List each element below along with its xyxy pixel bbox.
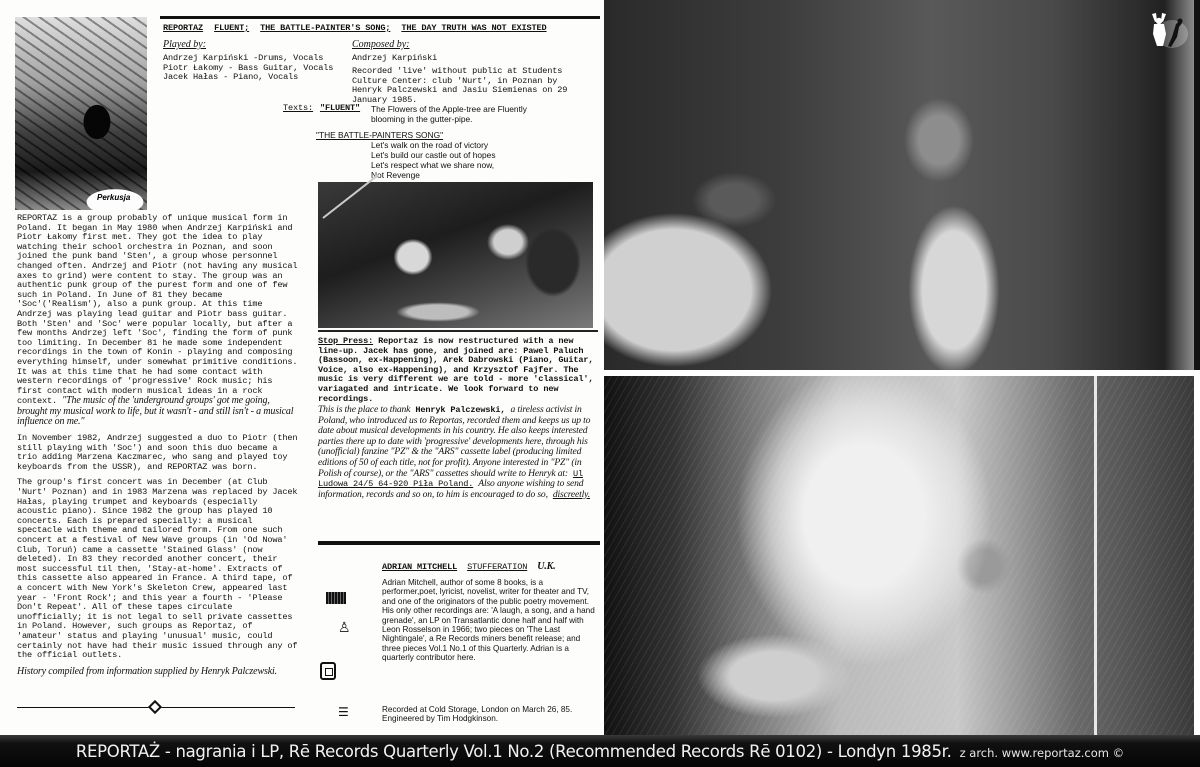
adrian-recording: Recorded at Cold Storage, London on March 26, 85. Engineered by Tim Hodgkinson. xyxy=(382,705,573,724)
thanks-last: discreetly. xyxy=(552,488,590,500)
band-member-photo xyxy=(604,0,1200,370)
quote: "The music of the 'underground groups' got me going, brought my musical work to life, but it wasn't - and still isn't - a musical influence on me." xyxy=(17,395,294,428)
photo-post xyxy=(1094,376,1097,736)
drum-label: Perkusja xyxy=(97,193,131,202)
caption-title: REPORTAŻ - nagrania i LP, Rē Records Quarterly Vol.1 No.2 (Recommended Records Rē 0102) - Londyn 1985r. xyxy=(75,741,952,761)
fluent-lyrics xyxy=(371,104,596,124)
members-list xyxy=(163,54,333,83)
lyric-line: blooming in the gutter-pipe. xyxy=(371,114,473,124)
caption-source: z arch. www.reportaz.com © xyxy=(959,745,1125,760)
played-by-heading: Played by: xyxy=(163,39,207,50)
thanks-paragraph xyxy=(318,405,598,500)
top-rule xyxy=(160,16,600,19)
member: Jacek Hałas - Piano, Vocals xyxy=(163,72,299,83)
country: U.K. xyxy=(537,561,556,572)
battle-song-title: "THE BATTLE-PAINTERS SONG" xyxy=(316,130,444,140)
band-live-photo xyxy=(318,182,593,328)
standing-figure-icon: ♙ xyxy=(338,620,351,636)
texts-label: Texts: xyxy=(283,103,314,113)
adrian-title xyxy=(382,562,556,573)
composed-by-heading: Composed by: xyxy=(352,39,410,50)
adrian-bio: Adrian Mitchell, author of some 8 books, is a performer,poet, lyricist, novelist, writer for theater and TV, and one of the originators of the public poetry movement. His only other recordings are: 'A laugh, a song, and a hand grenade', an LP on Transatlantic done half and half with Leon Rosselson in 1966; two pieces on 'The Last Nightingale', a Re Records miners benefit release; and three pieces Vol.1 No.1 of this Quarterly. Adrian is a quarterly contributor here. xyxy=(382,578,595,663)
history-credit: History compiled from information supplied by Henryk Palczewski. xyxy=(17,665,277,677)
thanks-lead: This is the place to thank xyxy=(318,404,411,415)
history-paragraph: The group's first concert was in December (at Club 'Nurt' Poznan) and in 1983 Marzena was replaced by Jacek Hałas, playing trumpet and keyboards (especially acoustic piano). Since 1982 the group has played 10 concerts. Each is prepared specially: a musical spectacle with theme and tailored form. From one such concert at a festival of New Wave groups (in 'Od Nowa' Club, Toruń) came a cassette 'Stained Glass' (now deleted). In 83 they recorded another concert, their most successful til then, 'Stay-at-home'. Extracts of this cassette also appeared in France. A third tape, of a concert with New York's Skeleton Crew, appeared last year - 'Front Rock'; and this year a fourth - 'Please Don't Repeat'. All of these tapes circulate unofficially; it is not legal to sell private cassettes in Poland. However, such groups as Reportaz, of 'amateur' status and playing 'unusual' music, could certainly not have had their music issued through any of the official outlets. xyxy=(17,477,298,661)
drummer-photo xyxy=(15,17,147,210)
fluent-title: "FLUENT" xyxy=(320,103,361,113)
stamp-icon xyxy=(326,592,346,604)
track-name: STUFFERATION xyxy=(467,562,528,572)
photo-rule xyxy=(318,330,598,332)
thanks-name: Henryk Palczewski, xyxy=(415,405,506,415)
thanks-tail: Also anyone wishing to send information, records and so on, to him is encouraged to do so, xyxy=(318,478,584,500)
band-name: REPORTAZ xyxy=(163,23,204,33)
member: Piotr Łakomy - Bass Guitar, Vocals xyxy=(163,62,334,73)
article-title xyxy=(163,24,553,34)
drum-kit-photo xyxy=(604,376,1194,736)
track-title: THE DAY TRUTH WAS NOT EXISTED xyxy=(401,23,547,33)
recording-info: Recorded 'live' without public at Students Culture Center: club 'Nurt', in Poznan by Henryk Palczewski and Jasiu Siemienas on 29 January 1985. xyxy=(352,66,568,105)
track-title: FLUENT; xyxy=(214,23,250,33)
lyric-line: Let's walk on the road of victory xyxy=(371,140,489,150)
caption-bar xyxy=(0,735,1200,767)
radio-icon xyxy=(320,662,336,680)
composer-name: Andrzej Karpiński xyxy=(352,53,438,63)
stop-press xyxy=(318,337,598,404)
dancing-figure-logo-icon xyxy=(1142,10,1190,52)
lyric-line: Let's build our castle out of hopes xyxy=(371,150,496,160)
address: Ul Ludowa 24/5 64-920 Piła Poland. xyxy=(318,468,583,490)
lyric-line: The Flowers of the Apple-tree are Fluently xyxy=(371,104,527,114)
member: Andrzej Karpiński -Drums, Vocals xyxy=(163,53,324,63)
stop-press-label: Stop Press: xyxy=(318,336,374,346)
magazine-page xyxy=(0,0,600,735)
photo-edge xyxy=(1164,0,1194,370)
history-text: REPORTAZ is a group probably of unique musical form in Poland. It began in May 1980 when Andrzej Karpiński and Piotr Łakomy first met. They got the idea to play watching their school orchestra in Poznan, and soon joined the punk band 'Sten', a group whose personnel changed often. Andrzej and Piotr (not having any musical axes to grind) were content to stay. The group was an authentic punk group of the purest form and one of few such in Poland. In June of 81 they became 'Soc'('Realism'), also a punk group. At this time Andrzej was playing lead guitar and Piotr bass guitar. Both 'Sten' and 'Soc' were popular locally, but after a few months Andrzej left 'Soc', finding the form of punk too limiting. In December 81 he made some independent recordings in the town of Konin - playing and composing everything himself, under somewhat primitive conditions. It was at this time that he had some contact with western recordings of 'progressive' Rock music; his first contact with modern musical ideas in a rock context. xyxy=(17,213,298,407)
stop-press-text: Reportaz is now restructured with a new line-up. Jacek has gone, and joined are: Pawel Paluch (Bassoon, ex-Happening), Arek Dabrowski (Piano, Guitar, Voice, also ex-Happening), and Krzysztof Fajfer. The music is very different we are told - more 'classical', variagated and intricate. We look forward to new recordings. xyxy=(318,336,594,404)
history-column xyxy=(17,214,302,682)
lyric-line: Let's respect what we share now, xyxy=(371,160,495,170)
history-paragraph: In November 1982, Andrzej suggested a duo to Piotr (then still playing with 'Soc') and soon this duo became a trio adding Marzena Kaczmarec, who sang and played toy keyboards from the USSR), and REPORTAZ was born. xyxy=(17,433,298,472)
section-rule xyxy=(318,541,600,545)
battle-song-lyrics xyxy=(371,140,496,180)
reel-icon: ☰ xyxy=(338,705,349,719)
lyric-line: Not Revenge xyxy=(371,170,420,180)
diamond-ornament-icon xyxy=(148,700,162,714)
history-paragraph xyxy=(17,214,302,428)
artist-name: ADRIAN MITCHELL xyxy=(382,562,458,572)
thanks-body: a tireless activist in Poland, who introduced us to Reportas, recorded them and keeps us up to date about musical developments in his country. He also keeps interested parties there up to date with 'progressive' developments here, through his (unofficial) fanzine "PZ" & the "ARS" cassette label (producing limited editions of 50 of each title, not for profit). Anyone interested in "PZ" (in Polish of course), or the "ARS" cassettes should write to Henryk at: xyxy=(318,404,591,479)
track-title: THE BATTLE-PAINTER'S SONG; xyxy=(260,23,391,33)
